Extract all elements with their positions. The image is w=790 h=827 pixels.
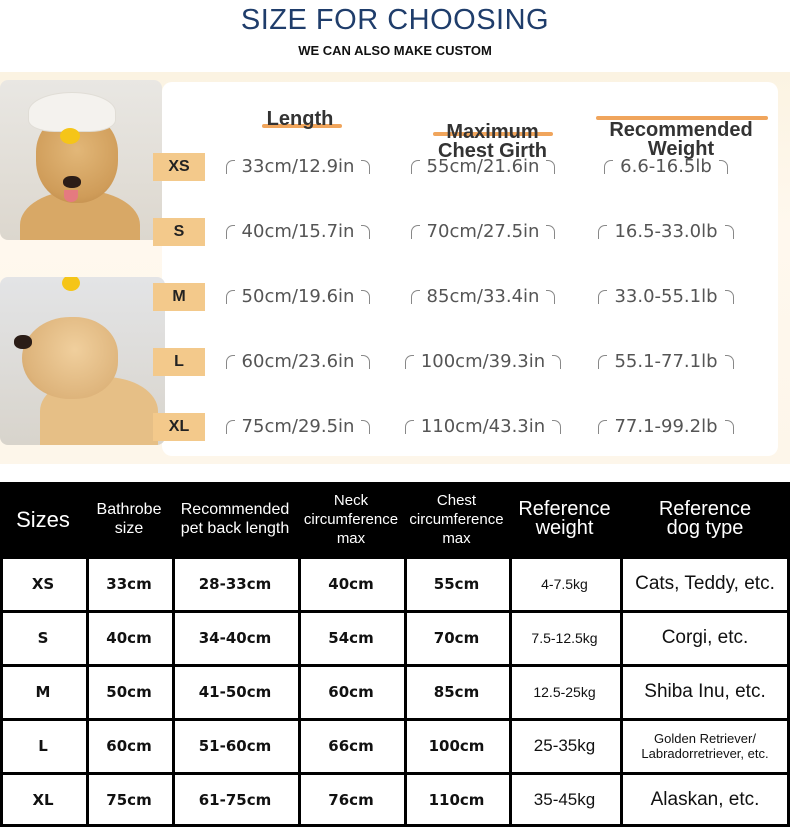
table-row-divider bbox=[0, 610, 790, 613]
bracket-right bbox=[725, 420, 734, 434]
size-chart-cell-weight bbox=[576, 351, 756, 373]
bracket-right bbox=[719, 160, 728, 174]
bracket-right bbox=[361, 225, 370, 239]
size-chart-cell-weight bbox=[576, 286, 756, 308]
size-chart-cell-weight bbox=[576, 221, 756, 243]
table-header-cell: Sizes bbox=[16, 506, 70, 532]
size-chart-cell-length bbox=[208, 286, 388, 308]
table-cell: 54cm bbox=[328, 628, 374, 647]
table-cell: 40cm bbox=[328, 574, 374, 593]
table-header-cell: Reference dog type bbox=[658, 498, 752, 539]
table-cell: 100cm bbox=[428, 736, 485, 755]
size-chart-value: 6.6-16.5lb bbox=[612, 156, 720, 178]
size-chart-value: 85cm/33.4in bbox=[419, 286, 548, 308]
size-badge: M bbox=[153, 283, 205, 311]
dog-tongue bbox=[64, 190, 78, 202]
table-cell: Alaskan, etc. bbox=[650, 788, 760, 810]
size-chart-value: 16.5-33.0lb bbox=[606, 221, 725, 243]
size-chart-cell-length bbox=[208, 416, 388, 438]
table-column-divider bbox=[404, 482, 407, 827]
table-row-divider bbox=[0, 718, 790, 721]
table-cell: L bbox=[38, 736, 48, 755]
size-chart-value: 75cm/29.5in bbox=[234, 416, 363, 438]
table-cell: 75cm bbox=[106, 790, 152, 809]
table-cell: 40cm bbox=[106, 628, 152, 647]
size-chart-value: 55.1-77.1lb bbox=[606, 351, 725, 373]
bracket-left bbox=[411, 225, 420, 239]
page-title: SIZE FOR CHOOSING bbox=[240, 4, 550, 36]
bracket-right bbox=[552, 355, 561, 369]
table-cell: Corgi, etc. bbox=[661, 626, 749, 648]
table-cell: 28-33cm bbox=[198, 574, 272, 593]
size-chart-cell-chest bbox=[393, 286, 573, 308]
table-cell: S bbox=[37, 628, 49, 647]
table-cell: XS bbox=[31, 574, 55, 593]
table-cell: 12.5-25kg bbox=[533, 683, 596, 700]
bracket-right bbox=[361, 160, 370, 174]
size-badge: L bbox=[153, 348, 205, 376]
bracket-left bbox=[598, 290, 607, 304]
size-chart-value: 70cm/27.5in bbox=[419, 221, 548, 243]
table-column-divider bbox=[298, 482, 301, 827]
bracket-right bbox=[552, 420, 561, 434]
dog-photo-chef-hat bbox=[0, 80, 162, 240]
table-header-cell: Recommended pet back length bbox=[180, 501, 290, 537]
size-chart-cell-chest bbox=[393, 221, 573, 243]
bracket-right bbox=[546, 290, 555, 304]
dog-head bbox=[22, 317, 118, 399]
table-cell: 76cm bbox=[328, 790, 374, 809]
table-column-divider bbox=[172, 482, 175, 827]
table-row-divider bbox=[0, 664, 790, 667]
table-cell: 50cm bbox=[106, 682, 152, 701]
column-header-length: Length bbox=[266, 108, 334, 130]
table-cell: 70cm bbox=[433, 628, 480, 647]
table-cell: 55cm bbox=[433, 574, 480, 593]
bracket-right bbox=[546, 160, 555, 174]
size-chart-value: 110cm/43.3in bbox=[413, 416, 553, 438]
table-cell: Golden Retriever/ Labradorretriever, etc. bbox=[641, 730, 769, 761]
table-cell: Shiba Inu, etc. bbox=[644, 680, 766, 702]
bracket-left bbox=[405, 420, 414, 434]
bracket-left bbox=[604, 160, 613, 174]
bracket-right bbox=[725, 225, 734, 239]
bracket-left bbox=[411, 290, 420, 304]
bracket-right bbox=[546, 225, 555, 239]
column-header-chest-girth: Maximum Chest Girth bbox=[438, 121, 547, 162]
bracket-right bbox=[725, 355, 734, 369]
table-header-cell: Bathrobe size bbox=[96, 501, 162, 537]
table-row-divider bbox=[0, 556, 790, 559]
bracket-left bbox=[226, 355, 235, 369]
table-column-divider bbox=[509, 482, 512, 827]
bracket-right bbox=[725, 290, 734, 304]
table-cell: XL bbox=[32, 790, 54, 809]
size-chart-value: 100cm/39.3in bbox=[413, 351, 553, 373]
size-chart-cell-chest bbox=[393, 351, 573, 373]
bracket-left bbox=[598, 420, 607, 434]
table-cell: 7.5-12.5kg bbox=[531, 629, 598, 646]
size-chart-value: 55cm/21.6in bbox=[419, 156, 548, 178]
size-chart-value: 40cm/15.7in bbox=[234, 221, 363, 243]
size-badge: S bbox=[153, 218, 205, 246]
bracket-left bbox=[411, 160, 420, 174]
size-chart-section bbox=[0, 72, 790, 464]
size-table bbox=[0, 482, 790, 827]
dog-photo-duck-head bbox=[0, 277, 165, 445]
table-column-divider bbox=[620, 482, 623, 827]
size-badge: XS bbox=[153, 153, 205, 181]
table-header-cell: Chest circumference max bbox=[409, 491, 504, 547]
page-subtitle: WE CAN ALSO MAKE CUSTOM bbox=[298, 43, 492, 58]
table-cell: 66cm bbox=[328, 736, 374, 755]
table-cell: 85cm bbox=[433, 682, 480, 701]
column-header-weight: Recommended Weight bbox=[609, 119, 753, 160]
size-chart-cell-length bbox=[208, 351, 388, 373]
bracket-left bbox=[598, 355, 607, 369]
chef-hat bbox=[28, 92, 116, 132]
size-badge: XL bbox=[153, 413, 205, 441]
table-cell: 110cm bbox=[428, 790, 485, 809]
size-chart-value: 60cm/23.6in bbox=[234, 351, 363, 373]
bracket-right bbox=[361, 420, 370, 434]
bracket-left bbox=[405, 355, 414, 369]
table-row-divider bbox=[0, 772, 790, 775]
table-cell: 35-45kg bbox=[533, 789, 596, 809]
size-chart-value: 33.0-55.1lb bbox=[606, 286, 725, 308]
bracket-right bbox=[361, 290, 370, 304]
size-chart-value: 77.1-99.2lb bbox=[606, 416, 725, 438]
table-cell: 33cm bbox=[106, 574, 152, 593]
dog-nose bbox=[14, 335, 32, 349]
size-chart-value: 33cm/12.9in bbox=[234, 156, 363, 178]
table-cell: 34-40cm bbox=[198, 628, 272, 647]
bracket-left bbox=[598, 225, 607, 239]
size-chart-value: 50cm/19.6in bbox=[234, 286, 363, 308]
table-cell: M bbox=[35, 682, 51, 701]
size-chart-cell-chest bbox=[393, 416, 573, 438]
bracket-right bbox=[361, 355, 370, 369]
bracket-left bbox=[226, 290, 235, 304]
size-chart-cell-weight bbox=[576, 416, 756, 438]
table-header-cell: Reference weight bbox=[518, 498, 611, 539]
table-cell: 61-75cm bbox=[198, 790, 272, 809]
table-cell: 60cm bbox=[328, 682, 374, 701]
table-cell: Cats, Teddy, etc. bbox=[635, 572, 775, 594]
size-chart-cell-length bbox=[208, 156, 388, 178]
table-cell: 41-50cm bbox=[198, 682, 272, 701]
bracket-left bbox=[226, 160, 235, 174]
bracket-left bbox=[226, 420, 235, 434]
size-chart-cell-length bbox=[208, 221, 388, 243]
table-cell: 51-60cm bbox=[198, 736, 272, 755]
dog-nose bbox=[63, 176, 81, 188]
table-cell: 4-7.5kg bbox=[541, 575, 588, 592]
table-column-divider bbox=[0, 482, 3, 827]
bracket-left bbox=[226, 225, 235, 239]
table-cell: 60cm bbox=[106, 736, 152, 755]
table-column-divider bbox=[86, 482, 89, 827]
rubber-duck bbox=[60, 128, 80, 144]
rubber-duck bbox=[62, 277, 80, 291]
table-header-cell: Neck circumference max bbox=[303, 491, 399, 547]
table-cell: 25-35kg bbox=[533, 735, 596, 755]
